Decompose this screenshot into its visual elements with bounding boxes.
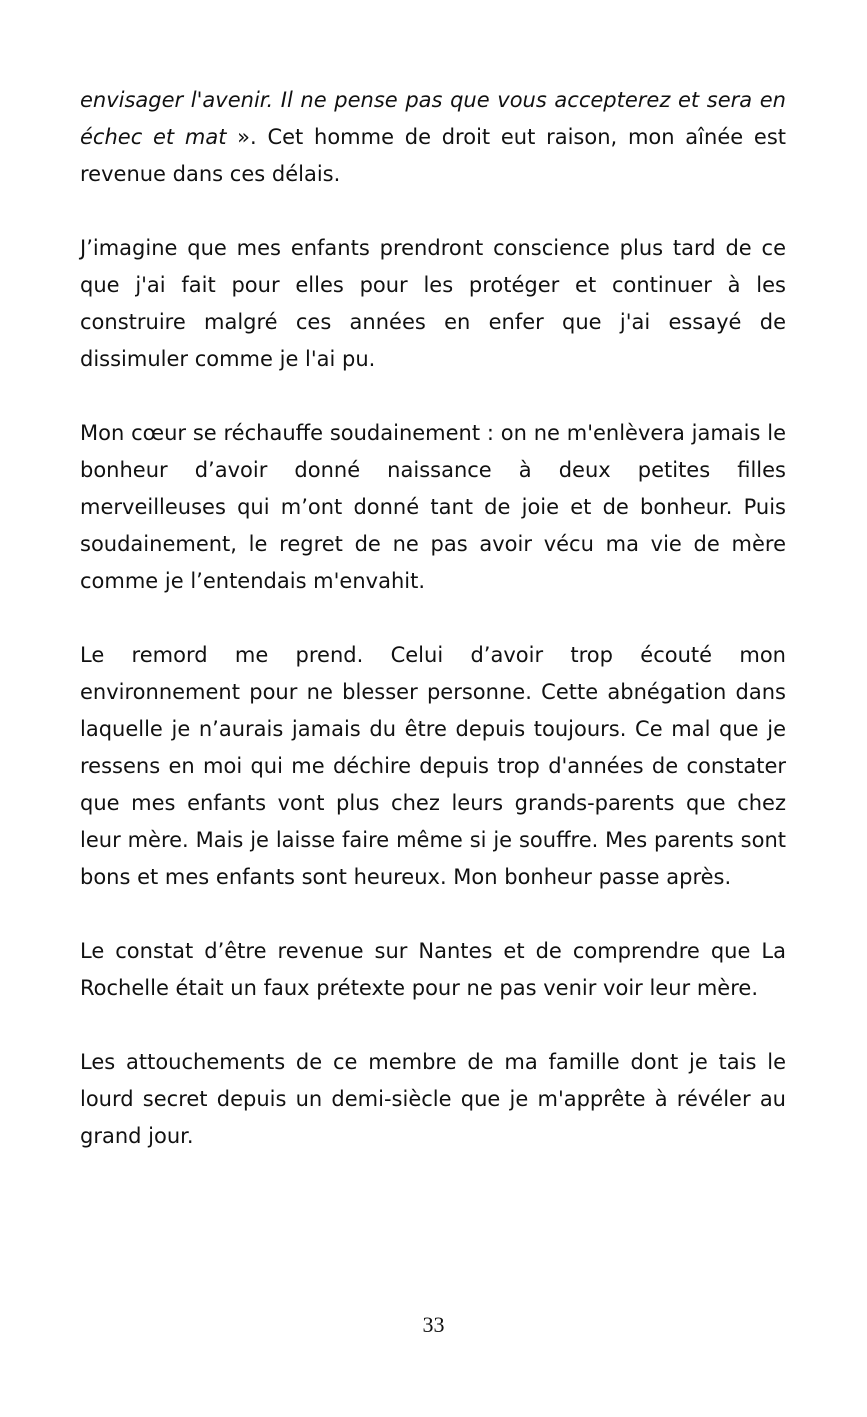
paragraph-1 <box>80 82 786 193</box>
page-number: 33 <box>422 1312 445 1337</box>
paragraph-3: Mon cœur se réchauffe soudainement : on ne m'enlèvera jamais le bonheur d’avoir donné naissance à deux petites filles merveilleuses qui m’ont donné tant de joie et de bonheur. Puis soudainement, le regret de ne pas avoir vécu ma vie de mère comme je l’entendais m'envahit. <box>80 421 786 593</box>
page-body <box>80 82 786 1155</box>
paragraph-5: Le constat d’être revenue sur Nantes et de comprendre que La Rochelle était un faux prétexte pour ne pas venir voir leur mère. <box>80 939 786 1000</box>
paragraph-2: J’imagine que mes enfants prendront conscience plus tard de ce que j'ai fait pour elles pour les protéger et continuer à les construire malgré ces années en enfer que j'ai essayé de dissimuler comme je l'ai pu. <box>80 236 786 371</box>
paragraph-1-text: ». Cet homme de droit eut raison, mon aînée est revenue dans ces délais. <box>80 125 786 186</box>
paragraph-6: Les attouchements de ce membre de ma famille dont je tais le lourd secret depuis un demi-siècle que je m'apprête à révéler au grand jour. <box>80 1050 786 1148</box>
paragraph-4: Le remord me prend. Celui d’avoir trop écouté mon environnement pour ne blesser personne. Cette abnégation dans laquelle je n’aurais jamais du être depuis toujours. Ce mal que je ressens en moi qui me déchire depuis trop d'années de constater que mes enfants vont plus chez leurs grands-parents que chez leur mère. Mais je laisse faire même si je souffre. Mes parents sont bons et mes enfants sont heureux. Mon bonheur passe après. <box>80 643 786 889</box>
paragraph-1-italic-text: envisager l'avenir. Il ne pense pas que vous accepterez et sera en échec et mat <box>80 88 786 149</box>
